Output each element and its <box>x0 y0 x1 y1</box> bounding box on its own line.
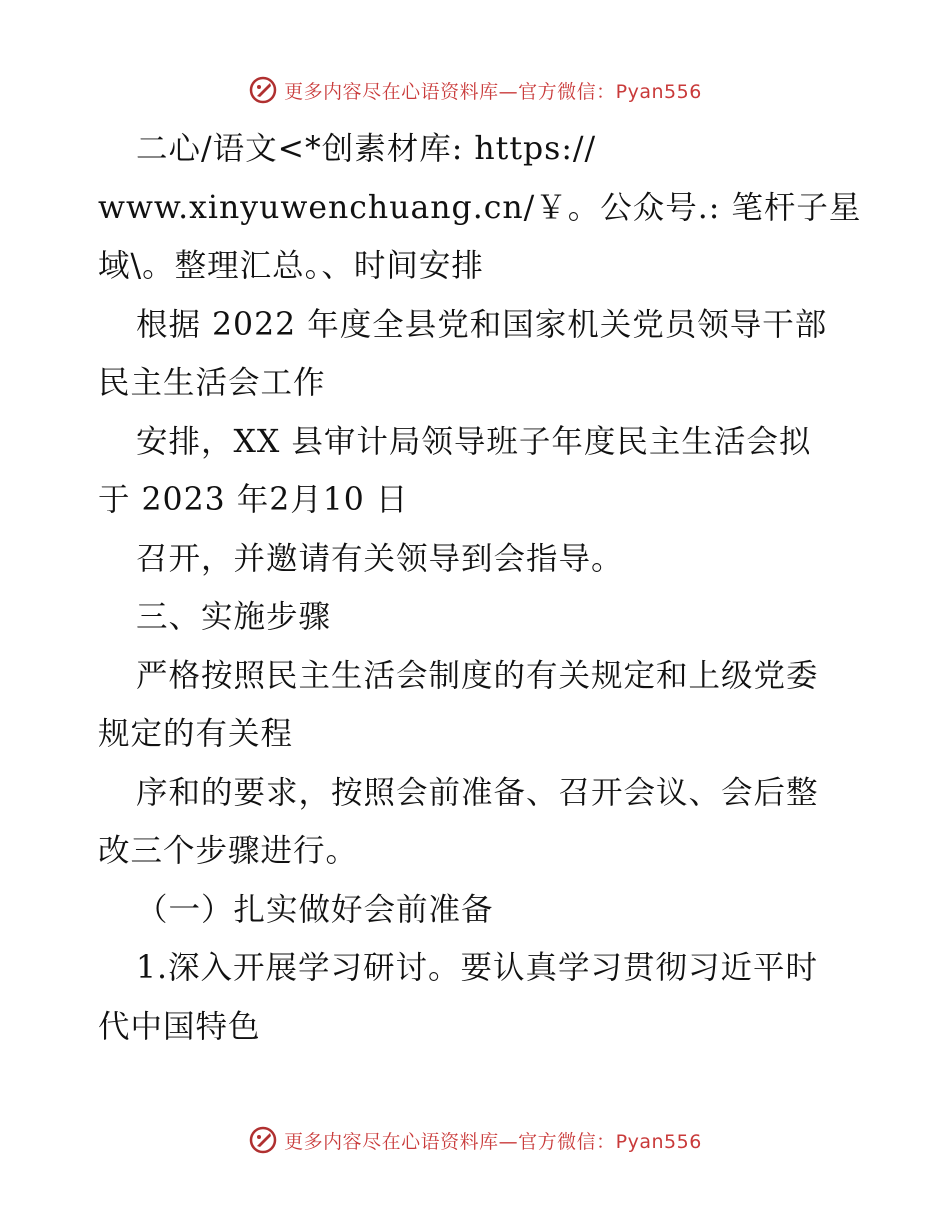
paragraph-line: 根据 2022 年度全县党和国家机关党员领导干部 <box>136 306 828 343</box>
paragraph-line: 代中国特色 <box>98 1008 261 1045</box>
document-body <box>98 120 862 1056</box>
paragraph-line: 民主生活会工作 <box>98 365 326 401</box>
header-watermark-banner <box>0 70 950 110</box>
paragraph-line: 改三个步骤进行。 <box>98 833 359 869</box>
paragraph-line: 召开，并邀请有关领导到会指导。 <box>136 540 624 577</box>
quill-logo-icon <box>248 1125 278 1155</box>
header-watermark <box>248 75 702 105</box>
watermark-text: 更多内容尽在心语资料库—官方微信：Pyan556 <box>284 1130 702 1153</box>
footer-watermark <box>248 1125 702 1155</box>
section-heading: 三、实施步骤 <box>136 599 332 635</box>
paragraph-line: 二心/语文<*创素材库: https:// <box>136 131 597 167</box>
paragraph-line: 安排，XX 县审计局领导班子年度民主生活会拟 <box>136 423 812 460</box>
watermark-text: 更多内容尽在心语资料库—官方微信：Pyan556 <box>284 80 702 103</box>
quill-logo-icon <box>248 75 278 105</box>
paragraph-line: 序和的要求，按照会前准备、召开会议、会后整 <box>136 774 819 811</box>
footer-watermark-banner <box>0 1120 950 1160</box>
paragraph-line: 规定的有关程 <box>98 716 294 752</box>
paragraph-line: www.xinyuwenchuang.cn/￥。公众号.: 笔杆子星 <box>98 189 862 226</box>
paragraph-line: 1.深入开展学习研讨。要认真学习贯彻习近平时 <box>136 950 819 986</box>
paragraph-line: 严格按照民主生活会制度的有关规定和上级党委 <box>136 657 819 694</box>
subsection-heading: （一）扎实做好会前准备 <box>136 891 494 928</box>
paragraph-line: 于 2023 年2月10 日 <box>98 482 409 518</box>
paragraph-line: 域\。整理汇总。、时间安排 <box>98 248 484 284</box>
